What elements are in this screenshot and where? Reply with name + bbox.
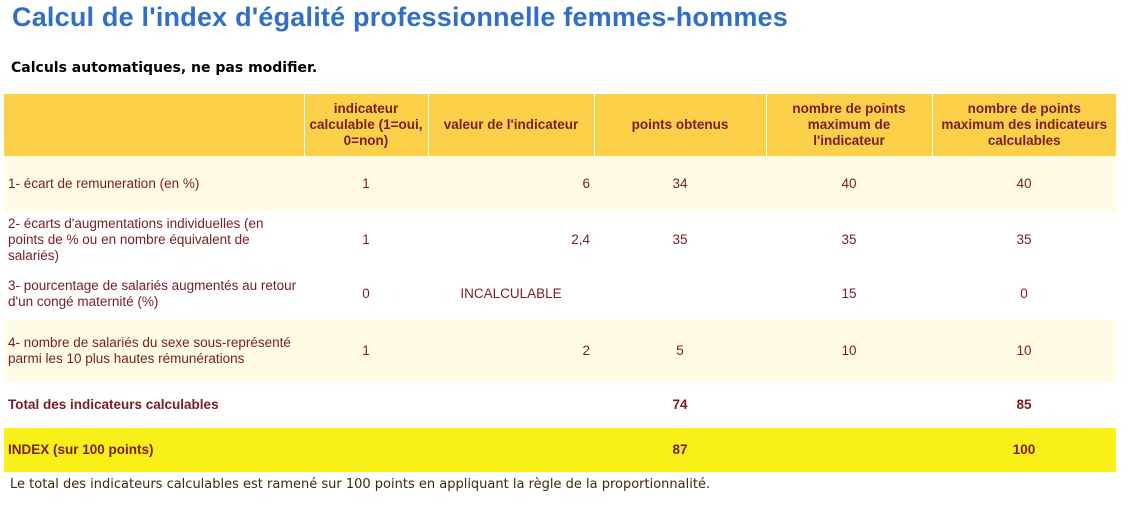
index-max-calculables: 100 [932,428,1116,472]
cell-max-indicateur: 35 [766,212,932,268]
page-subtitle: Calculs automatiques, ne pas modifier. [11,60,318,76]
cell-points [594,268,766,320]
total-empty-valeur [428,382,594,428]
cell-valeur: 6 [428,156,594,212]
row-label: 1- écart de remuneration (en %) [4,156,304,212]
table-row [4,320,1116,382]
cell-max-indicateur: 10 [766,320,932,382]
row-label: 3- pourcentage de salariés augmentés au retour d'un congé maternité (%) [4,268,304,320]
index-row [4,428,1116,472]
header-points-obtenus: points obtenus [594,94,766,156]
row-label: 4- nombre de salariés du sexe sous-représenté parmi les 10 plus hautes rémunérations [4,320,304,382]
total-empty-max-indicateur [766,382,932,428]
cell-points: 5 [594,320,766,382]
cell-valeur: 2,4 [428,212,594,268]
table-row [4,212,1116,268]
header-valeur: valeur de l'indicateur [428,94,594,156]
cell-calculable: 1 [304,320,428,382]
cell-points: 35 [594,212,766,268]
page-title: Calcul de l'index d'égalité professionnelle femmes-hommes [12,2,788,32]
index-table [4,94,1116,472]
header-calculable: indicateur calculable (1=oui, 0=non) [304,94,428,156]
total-max-calculables: 85 [932,382,1116,428]
incalculable-text: INCALCULABLE [460,286,562,301]
table-row [4,268,1116,320]
cell-max-calculables: 35 [932,212,1116,268]
table-row [4,156,1116,212]
cell-valeur: 2 [428,320,594,382]
total-points: 74 [594,382,766,428]
index-empty-max-indicateur [766,428,932,472]
total-empty-calculable [304,382,428,428]
header-max-calculables: nombre de points maximum des indicateurs calculables [932,94,1116,156]
row-label: 2- écarts d'augmentations individuelles (en points de % ou en nombre équivalent de salariés) [4,212,304,268]
cell-points: 34 [594,156,766,212]
header-max-indicateur: nombre de points maximum de l'indicateur [766,94,932,156]
cell-max-calculables: 0 [932,268,1116,320]
cell-max-indicateur: 40 [766,156,932,212]
cell-calculable: 1 [304,156,428,212]
index-empty-valeur [428,428,594,472]
index-label: INDEX (sur 100 points) [4,428,304,472]
total-row [4,382,1116,428]
header-label [4,94,304,156]
index-empty-calculable [304,428,428,472]
cell-max-calculables: 40 [932,156,1116,212]
cell-valeur [428,268,594,320]
cell-calculable: 0 [304,268,428,320]
index-points: 87 [594,428,766,472]
cell-max-calculables: 10 [932,320,1116,382]
cell-calculable: 1 [304,212,428,268]
cell-max-indicateur: 15 [766,268,932,320]
total-label: Total des indicateurs calculables [4,382,304,428]
footnote: Le total des indicateurs calculables est ramené sur 100 points en appliquant la règle de la proportionnalité. [10,477,711,492]
table-header-row [4,94,1116,156]
